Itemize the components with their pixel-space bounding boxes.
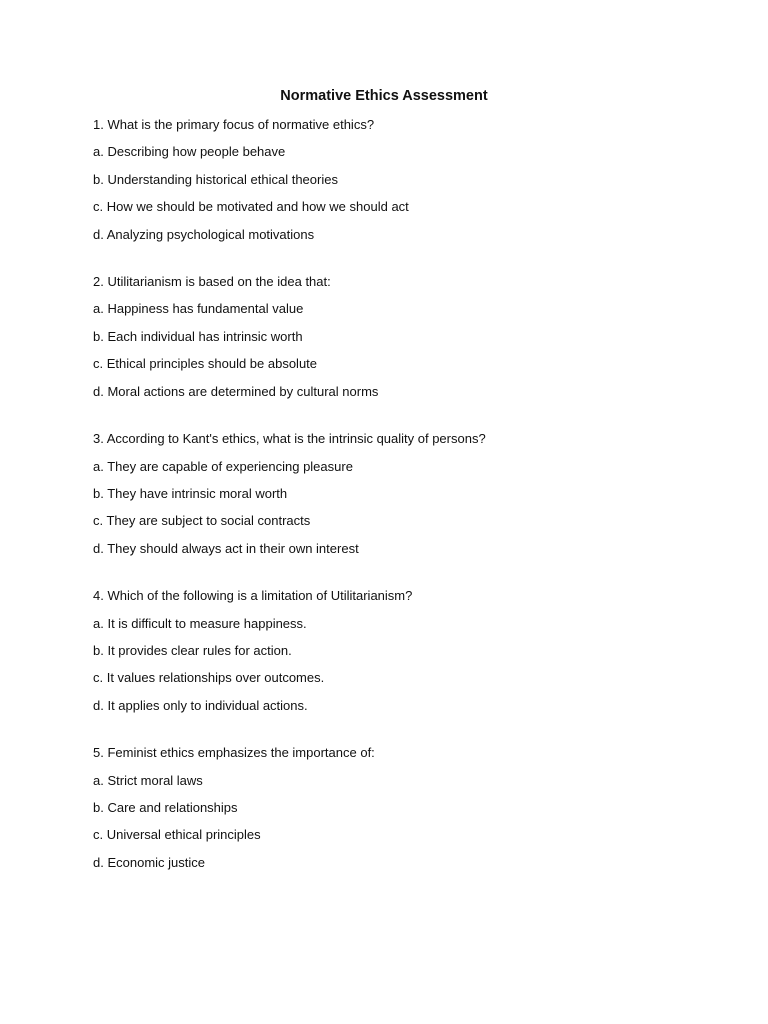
question-1-option-c: c. How we should be motivated and how we should act <box>93 199 409 215</box>
question-2-option-d: d. Moral actions are determined by cultural norms <box>93 383 379 399</box>
question-3-option-a: a. They are capable of experiencing pleasure <box>93 458 353 474</box>
question-1-option-d: d. Analyzing psychological motivations <box>93 226 315 242</box>
question-2-option-c: c. Ethical principles should be absolute <box>93 356 318 372</box>
question-4-option-a: a. It is difficult to measure happiness. <box>93 615 307 631</box>
question-5-option-d: d. Economic justice <box>93 854 205 870</box>
document-title: Normative Ethics Assessment <box>280 88 488 104</box>
question-4-option-c: c. It values relationships over outcomes. <box>93 670 325 686</box>
question-5-option-b: b. Care and relationships <box>93 800 238 816</box>
question-4-option-b: b. It provides clear rules for action. <box>93 642 292 658</box>
question-3-option-c: c. They are subject to social contracts <box>93 513 311 529</box>
question-1-option-a: a. Describing how people behave <box>93 144 286 160</box>
question-4-option-d: d. It applies only to individual actions. <box>93 697 308 713</box>
question-3-option-d: d. They should always act in their own interest <box>93 540 359 556</box>
question-3 <box>93 429 713 559</box>
question-5-prompt: 5. Feminist ethics emphasizes the importance of: <box>93 745 375 761</box>
question-5-option-c: c. Universal ethical principles <box>93 827 261 843</box>
question-4 <box>93 586 713 716</box>
question-list <box>93 115 713 900</box>
question-2-option-b: b. Each individual has intrinsic worth <box>93 328 303 344</box>
question-3-prompt: 3. According to Kant's ethics, what is the intrinsic quality of persons? <box>93 431 486 447</box>
question-1-option-b: b. Understanding historical ethical theories <box>93 171 338 187</box>
question-1-prompt: 1. What is the primary focus of normative ethics? <box>93 117 375 132</box>
question-4-prompt: 4. Which of the following is a limitation of Utilitarianism? <box>93 588 413 604</box>
question-1 <box>93 115 713 245</box>
question-2-option-a: a. Happiness has fundamental value <box>93 301 304 317</box>
question-3-option-b: b. They have intrinsic moral worth <box>93 485 288 501</box>
question-5-option-a: a. Strict moral laws <box>93 772 203 788</box>
question-2 <box>93 272 713 402</box>
question-2-prompt: 2. Utilitarianism is based on the idea that: <box>93 274 331 290</box>
question-5 <box>93 743 713 873</box>
